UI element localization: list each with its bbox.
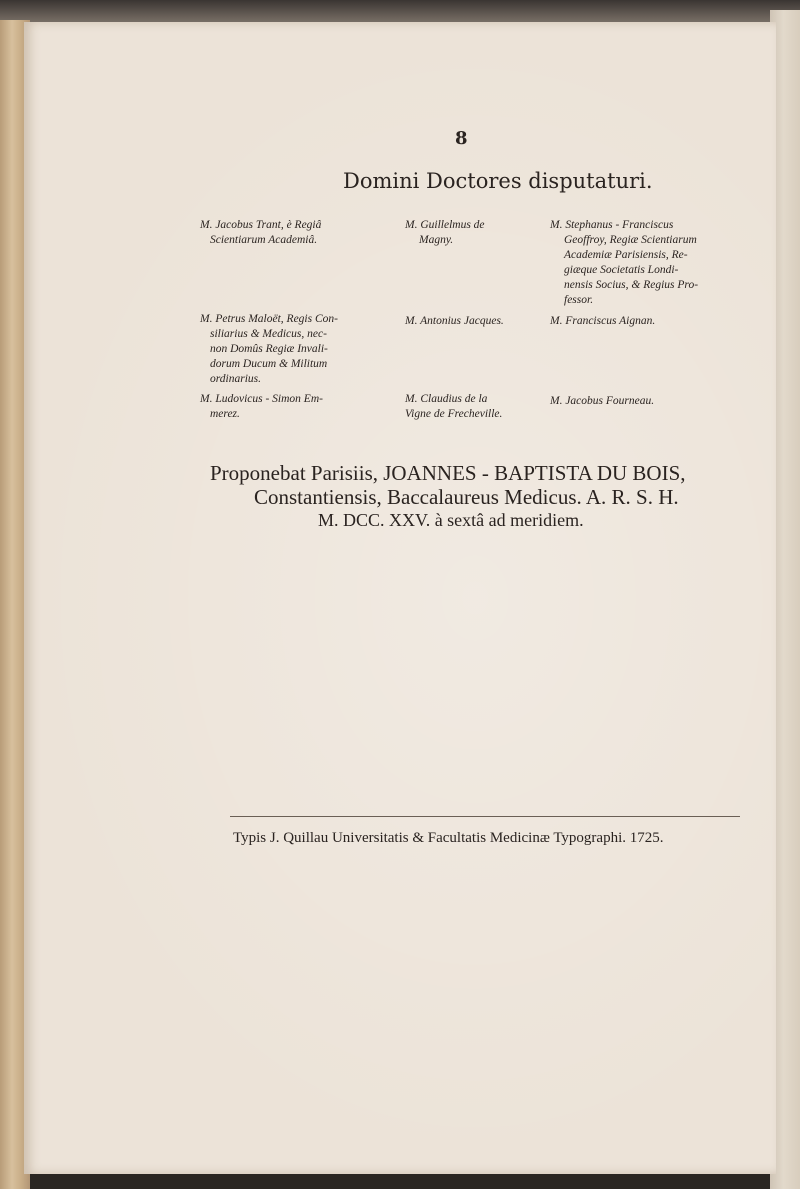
doctor-entry-magny [405,218,540,248]
doctor-entry-aignan [550,314,745,329]
page-heading: Domini Doctores disputaturi. [343,169,653,193]
entry-line: giæque Societatis Londi- [564,264,679,276]
entry-line: nensis Socius, & Regius Pro- [564,279,699,291]
page [24,22,776,1174]
entry-line: Magny. [419,234,454,246]
entry-line: M. Stephanus - Franciscus [550,219,674,231]
entry-line: dorum Ducum & Militum [210,358,328,370]
entry-line: Academiæ Parisiensis, Re- [564,249,688,261]
doctor-entry-fourneau [550,394,745,409]
doctor-entry-vigne [405,392,545,422]
entry-line: M. Guillelmus de [405,219,485,231]
doctor-entry-jacques [405,314,545,329]
entry-line: Geoffroy, Regiæ Scientiarum [564,234,697,246]
entry-line: M. Franciscus Aignan. [550,315,656,327]
entry-line: ordinarius. [210,373,262,385]
entry-line: Scientiarum Academiâ. [210,234,318,246]
printer-imprint: Typis J. Quillau Universitatis & Facultatis Medicinæ Typographi. 1725. [233,830,664,846]
doctor-entry-geoffroy [550,218,745,308]
entry-line: M. Jacobus Fourneau. [550,395,655,407]
entry-line: fessor. [564,294,594,306]
entry-line: M. Claudius de la [405,393,488,405]
entry-line: M. Jacobus Trant, è Regiâ [200,219,322,231]
entry-line: siliarius & Medicus, nec- [210,328,327,340]
entry-line: M. Petrus Maloët, Regis Con- [200,313,338,325]
divider-rule [230,816,740,817]
entry-line: non Domûs Regiæ Invali- [210,343,328,355]
entry-line: Vigne de Frecheville. [405,408,503,420]
proponebat-line-2: Constantiensis, Baccalaureus Medicus. A. R. S. H. [254,485,679,509]
page-number: 8 [455,128,468,149]
doctor-entry-maloet [200,312,385,387]
proponebat-line-3: M. DCC. XXV. à sextâ ad meridiem. [318,510,584,530]
entry-line: M. Ludovicus - Simon Em- [200,393,323,405]
doctor-entry-emmerez [200,392,385,422]
doctor-entry-trant [200,218,385,248]
entry-line: merez. [210,408,240,420]
proponebat-line-1: Proponebat Parisiis, JOANNES - BAPTISTA DU BOIS, [210,461,686,485]
entry-line: M. Antonius Jacques. [405,315,504,327]
